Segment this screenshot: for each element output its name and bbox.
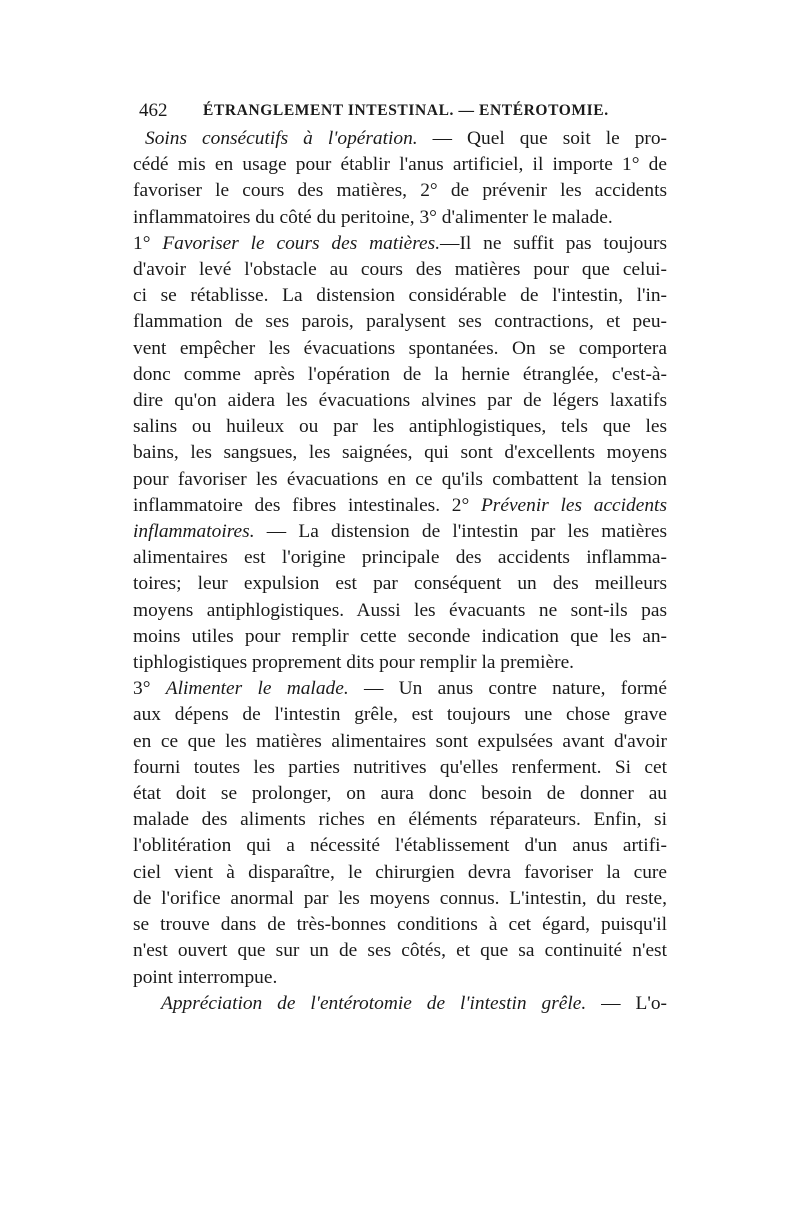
line-text: état doit se prolonger, on aura donc besoin de donner au — [133, 783, 667, 805]
text-line — [133, 545, 667, 571]
text-line — [133, 283, 667, 309]
book-page — [133, 98, 667, 1017]
line-text: tiphlogistiques proprement dits pour remplir la première. — [133, 652, 575, 674]
text-line — [133, 991, 667, 1017]
text-line — [133, 938, 667, 964]
line-text: — Quel que soit le pro- — [417, 128, 667, 149]
line-text: ci se rétablisse. La distension considérable de l'intestin, l'in- — [133, 285, 667, 307]
text-line — [133, 571, 667, 597]
text-line — [133, 624, 667, 650]
line-text: flammation de ses parois, paralysent ses contractions, et peu- — [133, 311, 667, 333]
text-line — [133, 912, 667, 938]
italic-heading: Favoriser le cours des matières. — [162, 232, 441, 254]
line-text: pour favoriser les évacuations en ce qu'ils combattent la tension — [133, 468, 667, 490]
line-text: —Il ne suffit pas toujours — [440, 232, 667, 254]
line-text: — L'o- — [586, 992, 667, 1014]
text-line — [133, 414, 667, 440]
text-line — [133, 178, 667, 204]
text-line — [133, 676, 667, 702]
line-text: l'oblitération qui a nécessité l'établissement d'un anus artifi- — [133, 835, 667, 857]
running-head — [133, 98, 667, 124]
text-line — [133, 362, 667, 388]
text-line — [133, 309, 667, 335]
italic-heading: Alimenter le malade. — [165, 678, 349, 700]
text-line — [133, 702, 667, 728]
line-text: moyens antiphlogistiques. Aussi les évacuants ne sont-ils pas — [133, 599, 667, 621]
line-text: fourni toutes les parties nutritives qu'elles renferment. Si cet — [133, 756, 667, 778]
text-line — [133, 388, 667, 414]
line-text: favoriser le cours des matières, 2° de prévenir les accidents — [133, 180, 667, 202]
text-line — [133, 833, 667, 859]
page-number: 462 — [139, 100, 168, 121]
line-text: n'est ouvert que sur un de ses côtés, et que sa continuité n'est — [133, 940, 667, 962]
body-text — [133, 126, 667, 1017]
text-line — [133, 493, 667, 519]
text-line — [133, 257, 667, 283]
line-text: de l'orifice anormal par les moyens connus. L'intestin, du reste, — [133, 887, 667, 909]
line-text: donc comme après l'opération de la hernie étranglée, c'est-à- — [133, 363, 667, 385]
text-line — [133, 205, 667, 231]
line-text: dire qu'on aidera les évacuations alvines par de légers laxatifs — [133, 390, 667, 412]
line-text: cédé mis en usage pour établir l'anus artificiel, il importe 1° de — [133, 154, 667, 176]
text-line — [133, 886, 667, 912]
line-text: se trouve dans de très-bonnes conditions à cet égard, puisqu'il — [133, 914, 667, 936]
text-line — [133, 231, 667, 257]
line-text: alimentaires est l'origine principale des accidents inflamma- — [133, 547, 667, 569]
line-text: vent empêcher les évacuations spontanées. On se comportera — [133, 337, 667, 359]
text-line — [133, 336, 667, 362]
line-text: — La distension de l'intestin par les matières — [254, 521, 667, 543]
running-title: ÉTRANGLEMENT INTESTINAL. — ENTÉROTOMIE. — [203, 102, 609, 119]
line-text: 3° — [133, 678, 166, 700]
line-text: toires; leur expulsion est par conséquent un des meilleurs — [133, 573, 667, 595]
line-text: ciel vient à disparaître, le chirurgien devra favoriser la cure — [133, 861, 667, 883]
text-line — [133, 729, 667, 755]
text-line — [133, 598, 667, 624]
line-text: en ce que les matières alimentaires sont expulsées avant d'avoir — [133, 730, 667, 752]
text-line — [133, 467, 667, 493]
italic-heading: Soins consécutifs à l'opération. — [145, 128, 418, 149]
text-line — [133, 755, 667, 781]
line-text: aux dépens de l'intestin grêle, est toujours une chose grave — [133, 704, 667, 726]
line-text: inflammatoire des fibres intestinales. 2° — [133, 494, 481, 516]
text-line — [133, 860, 667, 886]
line-text: 1° — [133, 232, 163, 254]
line-text: salins ou huileux ou par les antiphlogistiques, tels que les — [133, 416, 667, 438]
line-text: point interrompue. — [133, 966, 278, 988]
line-text: malade des aliments riches en éléments réparateurs. Enfin, si — [133, 809, 667, 831]
text-line — [133, 440, 667, 466]
line-text: d'avoir levé l'obstacle au cours des matières pour que celui- — [133, 259, 667, 281]
text-line — [133, 807, 667, 833]
line-text: bains, les sangsues, les saignées, qui sont d'excellents moyens — [133, 442, 667, 464]
text-line — [133, 519, 667, 545]
text-line — [133, 152, 667, 178]
text-line — [133, 126, 667, 152]
text-line — [133, 650, 667, 676]
text-line — [133, 965, 667, 991]
text-line — [133, 781, 667, 807]
line-text: — Un anus contre nature, formé — [348, 678, 667, 700]
italic-heading: Appréciation de l'entérotomie de l'intestin grêle. — [161, 992, 587, 1014]
line-text: inflammatoires du côté du peritoine, 3° d'alimenter le malade. — [133, 206, 613, 228]
line-text: moins utiles pour remplir cette seconde indication que les an- — [133, 625, 667, 647]
italic-heading: Prévenir les accidents — [480, 494, 667, 516]
italic-heading: inflammatoires. — [133, 521, 255, 543]
